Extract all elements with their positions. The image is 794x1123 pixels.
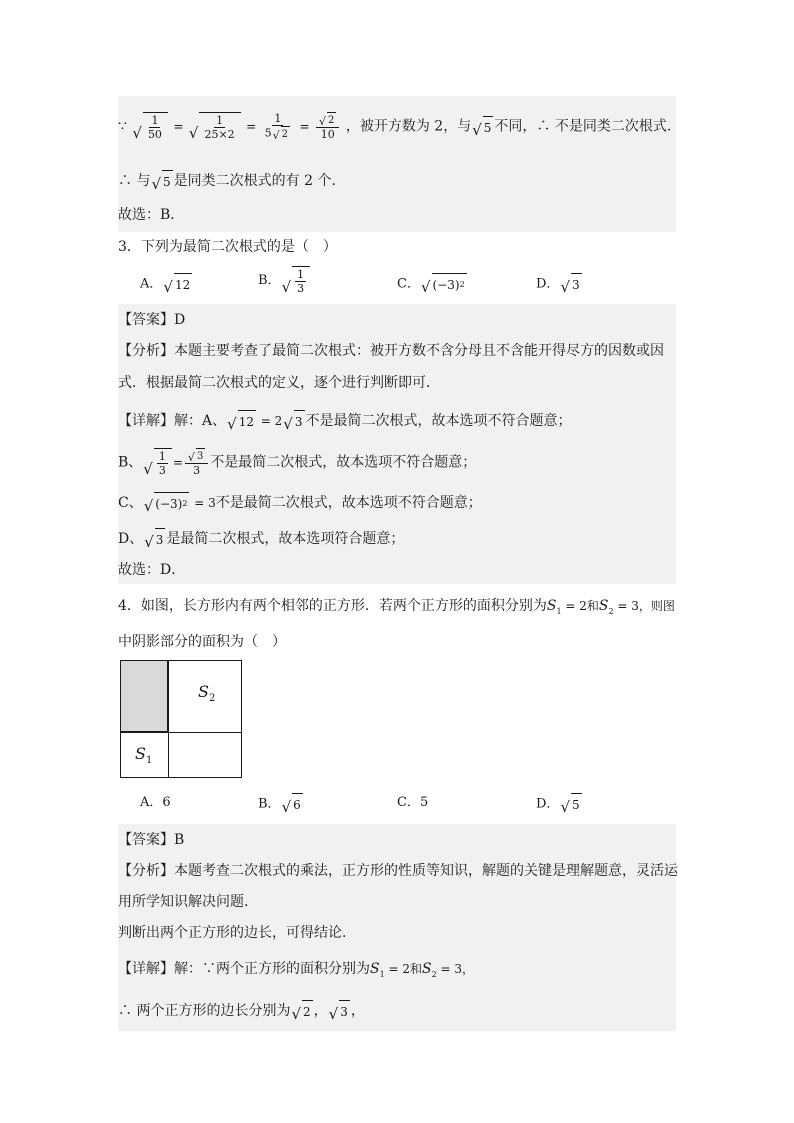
- subscript: 2: [608, 606, 614, 616]
- text-segment: 不是最简二次根式，故本选项不符合题意；: [305, 413, 572, 429]
- text-segment: 不是最简二次根式，故本选项不符合题意；: [215, 495, 482, 511]
- q3-option-b: B． √ $\frac{1}{3}$: [258, 266, 311, 295]
- frac-den: 5 √ 2: [264, 126, 289, 142]
- radicand: 12: [174, 273, 192, 295]
- frac-1-5sqrt2: [263, 112, 293, 141]
- radicand: 6: [292, 793, 303, 815]
- radicand: 2: [302, 1000, 313, 1022]
- text-segment: ∴ 两个正方形的边长分别为: [118, 1003, 291, 1019]
- radicand: (−3): [155, 497, 183, 511]
- frac-den: 50: [147, 128, 162, 141]
- option-label: D．: [536, 276, 560, 292]
- text-segment: 【详解】解：A、: [118, 413, 227, 429]
- text-segment: B、: [118, 454, 143, 471]
- text-segment: = 3，则图: [613, 599, 675, 613]
- var-s: S: [370, 961, 380, 977]
- q3-detail-b: B、 √ $\frac{1}{3}$ = √ 3 3 不是最简二次根式，故本选项不符合题意；: [118, 450, 477, 478]
- radicand: 3: [196, 448, 205, 463]
- q4-analysis-3: 判断出两个正方形的边长，可得结论．: [118, 925, 356, 941]
- q4-analysis-1: 【分析】本题考查二次根式的乘法，正方形的性质等知识，解题的关键是理解题意，灵活运: [118, 863, 678, 879]
- equals: =: [299, 119, 310, 134]
- exponent: 2: [182, 499, 188, 508]
- subscript: 1: [379, 969, 385, 979]
- text-segment: 4．如图，长方形内有两个相邻的正方形．若两个正方形的面积分别为: [118, 598, 547, 614]
- var-s: S: [422, 961, 432, 977]
- q3-conclusion: 故选：D．: [118, 562, 186, 578]
- squares-figure: [120, 660, 242, 778]
- prev-line-2: [118, 170, 336, 192]
- prev-line-1: [118, 112, 681, 141]
- radicand: 5: [483, 116, 494, 138]
- option-label: C．: [397, 276, 420, 292]
- q4-option-c: [397, 793, 428, 813]
- text-segment: D、: [118, 531, 144, 547]
- exponent: 2: [459, 280, 465, 289]
- text-segment: ，: [350, 1003, 365, 1019]
- q3-option-d: D． √ 3: [536, 273, 583, 295]
- text-segment: ，被开方数为 2，与: [345, 118, 472, 135]
- q4-option-d: D． √ 5: [536, 793, 583, 815]
- option-value: 5: [419, 795, 429, 810]
- var-s: S: [198, 682, 209, 701]
- q3-detail-d: D、 √ 3 是最简二次根式，故本选项符合题意；: [118, 528, 404, 550]
- sqrt-1-50: √ $\frac{1}{50}$: [132, 112, 168, 141]
- text-segment: 是同类二次根式的有 2 个.: [173, 173, 336, 189]
- frac-den: 10: [320, 128, 335, 141]
- radicand: 3: [571, 273, 582, 295]
- q3-analysis-1: 【分析】本题主要考查了最简二次根式：被开方数不含分母且不含能开得尽方的因数或因: [118, 343, 664, 359]
- q3-answer: 【答案】D: [118, 312, 186, 328]
- frac-num: 1: [158, 450, 166, 463]
- radicand: 2: [327, 112, 336, 127]
- option-value: 6: [162, 795, 171, 810]
- radicand: 3: [294, 410, 305, 432]
- option-label: B．: [258, 796, 281, 812]
- frac-num: 1: [151, 114, 159, 127]
- frac-num: 1: [216, 114, 224, 127]
- q3-detail-c: C、 √ (−3) 2 = 3不是最简二次根式，故本选项不符合题意；: [118, 492, 482, 514]
- equals-expr: = 2: [256, 414, 283, 428]
- text-segment: C、: [118, 495, 143, 511]
- label-s2: [198, 682, 215, 704]
- frac-den: 3: [297, 282, 305, 295]
- frac-num: √ 2: [316, 112, 339, 128]
- q4-option-b: B． √ 6: [258, 793, 304, 815]
- q4-analysis-2: 用所学知识解决问题．: [118, 894, 258, 910]
- q3-stem: 3．下列为最简二次根式的是（ ）: [118, 239, 337, 255]
- equals: =: [173, 119, 184, 134]
- shaded-region: [120, 660, 169, 733]
- subscript: 2: [208, 693, 216, 705]
- radicand: 5: [162, 170, 173, 192]
- q4-detail-1: [118, 959, 474, 985]
- text-segment: 不是最简二次根式，故本选项不符合题意；: [210, 454, 477, 471]
- q4-answer: 【答案】B: [118, 832, 185, 848]
- radicand: 5: [571, 793, 582, 815]
- var-s: S: [598, 598, 609, 614]
- text-segment: ∴ 与: [118, 173, 151, 189]
- text-segment: = 3，: [436, 962, 475, 976]
- var-s: S: [546, 598, 557, 614]
- frac-num: 1: [274, 112, 282, 125]
- option-label: A．: [140, 795, 163, 810]
- radicand: 2: [281, 126, 290, 141]
- radicand: 3: [339, 1000, 350, 1022]
- q4-stem-1: [118, 596, 675, 622]
- radicand: 3: [155, 528, 166, 550]
- frac-num: 1: [297, 268, 305, 281]
- frac-num: √ 3: [185, 448, 208, 464]
- q4-option-a: [140, 793, 171, 813]
- option-label: D．: [536, 796, 560, 812]
- text-segment: 是最简二次根式，故本选项符合题意；: [166, 531, 405, 547]
- sqrt-1-25x2: √ $\frac{1}{25\times 2}$: [189, 112, 241, 141]
- label-s1: [135, 744, 152, 766]
- text-segment: 【详解】解：∵两个正方形的面积分别为: [118, 961, 370, 977]
- text-segment: = 2和: [561, 599, 599, 613]
- q3-analysis-2: 式．根据最简二次根式的定义，逐个进行判断即可．: [118, 375, 440, 391]
- sqrt-5: √ 5: [472, 116, 493, 138]
- q4-detail-2: ∴ 两个正方形的边长分别为 √ 2 ， √ 3 ，: [118, 1000, 365, 1022]
- q3-option-a: A． √ 12: [140, 273, 193, 295]
- radicand: 12: [238, 410, 256, 432]
- option-label: B．: [258, 273, 281, 288]
- text-segment: ，: [313, 1003, 328, 1019]
- subscript: 2: [431, 969, 437, 979]
- frac-den: 25×2: [204, 128, 235, 141]
- text-segment: 不同，∴ 不是同类二次根式．: [494, 118, 681, 135]
- prev-conclusion: 故选：B．: [118, 207, 185, 223]
- equals: =: [246, 119, 257, 134]
- option-label: C．: [397, 795, 420, 810]
- frac-den: 3: [193, 464, 201, 477]
- text-segment: = 2和: [384, 962, 423, 976]
- because-symbol: ∵: [118, 118, 127, 135]
- equals-expr: = 3: [190, 496, 216, 510]
- q3-detail-a: 【详解】解：A、 √ 12 = 2 √ 3 不是最简二次根式，故本选项不符合题意；: [118, 410, 572, 432]
- radicand: (−3): [432, 278, 460, 292]
- q4-stem-2: 中阴影部分的面积为（ ）: [118, 634, 286, 650]
- subscript: 1: [145, 755, 153, 767]
- coef: 5: [264, 126, 272, 140]
- frac-sqrt2-10: [316, 112, 339, 141]
- option-label: A．: [140, 276, 163, 292]
- equals: =: [172, 455, 183, 470]
- frac-den: 3: [158, 464, 166, 477]
- q3-option-c: C． √ (−3) 2: [397, 273, 468, 295]
- subscript: 1: [556, 606, 562, 616]
- sqrt-5: √ 5: [151, 170, 172, 192]
- var-s: S: [135, 744, 146, 763]
